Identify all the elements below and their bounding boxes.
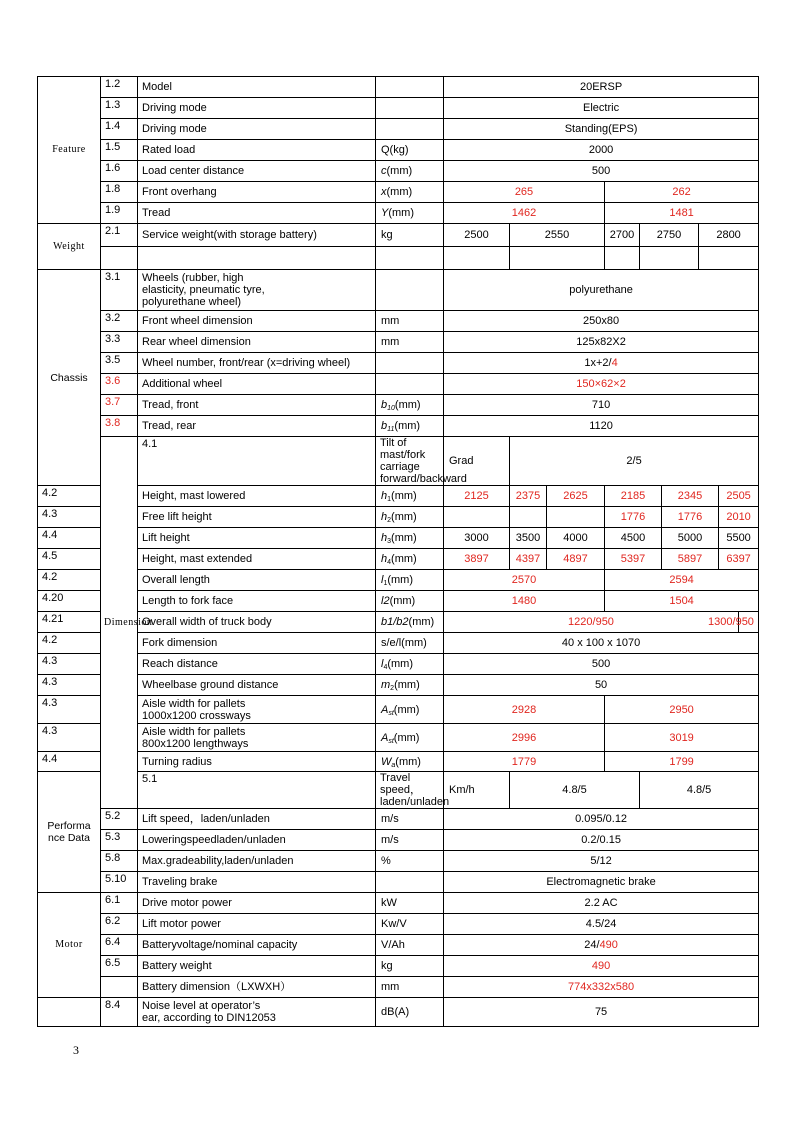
table-row: 6.4 Batteryvoltage/nominal capacity V/Ah 24/490 [38, 935, 759, 956]
table-row: 3.6 Additional wheel 150×62×2 [38, 374, 759, 395]
table-row: 4.21 Overall width of truck body b1/b2(mm) 1220/950 1300/950 [38, 612, 759, 633]
table-row: 4.2 Fork dimension s/e/l(mm) 40 x 100 x 1070 [38, 633, 759, 654]
table-row: 6.5 Battery weight kg 490 [38, 956, 759, 977]
section-label-weight: Weight [38, 224, 101, 270]
section-label-motor: Motor [38, 893, 101, 998]
table-row: Chassis 3.1 Wheels (rubber, high elasticity, pneumatic tyre, polyurethane wheel) polyurethane [38, 270, 759, 311]
table-row: 3.7 Tread, front $b_{10}(mm)$ 710 [38, 395, 759, 416]
table-row: 4.2 Overall length $l_1(mm)$ 2570 2594 [38, 570, 759, 591]
table-row: 4.2 Height, mast lowered $h_1(mm)$ 2125 2375 2625 2185 2345 2505 [38, 486, 759, 507]
table-row: 3.8 Tread, rear $b_{11}(mm)$ 1120 [38, 416, 759, 437]
table-row: 4.5 Height, mast extended $h_4(mm)$ 3897 4397 4897 5397 5897 6397 [38, 549, 759, 570]
table-row: Performa nce Data 5.1 Travel speed，laden/unladen Km/h 4.8/5 4.8/5 [38, 772, 759, 809]
table-row: 4.3 Aisle width for pallets 800x1200 lengthways $A_{st}(mm)$ 2996 3019 [38, 724, 759, 752]
table-row: 4.4 Lift height $h_3(mm)$ 3000 3500 4000 4500 5000 5500 [38, 528, 759, 549]
table-row: 4.4 Turning radius $W_a(mm)$ 1779 1799 [38, 752, 759, 772]
table-row: Battery dimension（LXWXH） mm 774x332x580 [38, 977, 759, 998]
section-label-feature: Feature [38, 77, 101, 224]
table-row: 1.9 Tread Y(mm) 1462 1481 [38, 203, 759, 224]
table-row: 6.2 Lift motor power Kw/V 4.5/24 [38, 914, 759, 935]
table-row: 3.3 Rear wheel dimension mm 125x82X2 [38, 332, 759, 353]
section-label-dimension: Dimension [101, 437, 138, 809]
table-row: 4.20 Length to fork face l2(mm) 1480 1504 [38, 591, 759, 612]
spec-sheet [37, 76, 758, 1027]
table-row: 1.8 Front overhang x(mm) 265 262 [38, 182, 759, 203]
table-row: 5.2 Lift speed，laden/unladen m/s 0.095/0.12 [38, 809, 759, 830]
table-row: 5.3 Loweringspeedladen/unladen m/s 0.2/0.15 [38, 830, 759, 851]
table-row: Feature 1.2 Model 20ERSP [38, 77, 759, 98]
section-label-chassis: Chassis [38, 270, 101, 486]
table-row: 1.5 Rated load Q(kg) 2000 [38, 140, 759, 161]
table-row: 1.6 Load center distance c(mm) 500 [38, 161, 759, 182]
table-row [38, 247, 759, 270]
table-row: 1.3 Driving mode Electric [38, 98, 759, 119]
table-row: 4.3 Free lift height $h_2(mm)$ 1776 1776 2010 [38, 507, 759, 528]
table-row: 5.8 Max.gradeability,laden/unladen % 5/12 [38, 851, 759, 872]
table-row: 4.3 Aisle width for pallets 1000x1200 crossways $A_{st}(mm)$ 2928 2950 [38, 696, 759, 724]
table-row: 5.10 Traveling brake Electromagnetic brake [38, 872, 759, 893]
model-value: 20ERSP [444, 77, 759, 98]
table-row: 3.2 Front wheel dimension mm 250x80 [38, 311, 759, 332]
section-label-performance: Performa nce Data [38, 772, 101, 893]
page-number: 3 [73, 1043, 79, 1057]
table-row: 4.3 Wheelbase ground distance $m_2(mm)$ 50 [38, 675, 759, 696]
table-row: Dimension 4.1 Tilt of mast/fork carriage forward/backward Grad 2/5 [38, 437, 759, 486]
table-row: Weight 2.1 Service weight(with storage battery) kg 2500 2550 2700 2750 2800 [38, 224, 759, 247]
specification-table [37, 76, 759, 1027]
table-row: Motor 6.1 Drive motor power kW 2.2 AC [38, 893, 759, 914]
table-row: 4.3 Reach distance $l_4(mm)$ 500 [38, 654, 759, 675]
table-row: 8.4 Noise level at operator’s ear, according to DIN12053 dB(A) 75 [38, 998, 759, 1027]
table-row: 3.5 Wheel number, front/rear (x=driving wheel) 1x+2/4 [38, 353, 759, 374]
table-row: 1.4 Driving mode Standing(EPS) [38, 119, 759, 140]
